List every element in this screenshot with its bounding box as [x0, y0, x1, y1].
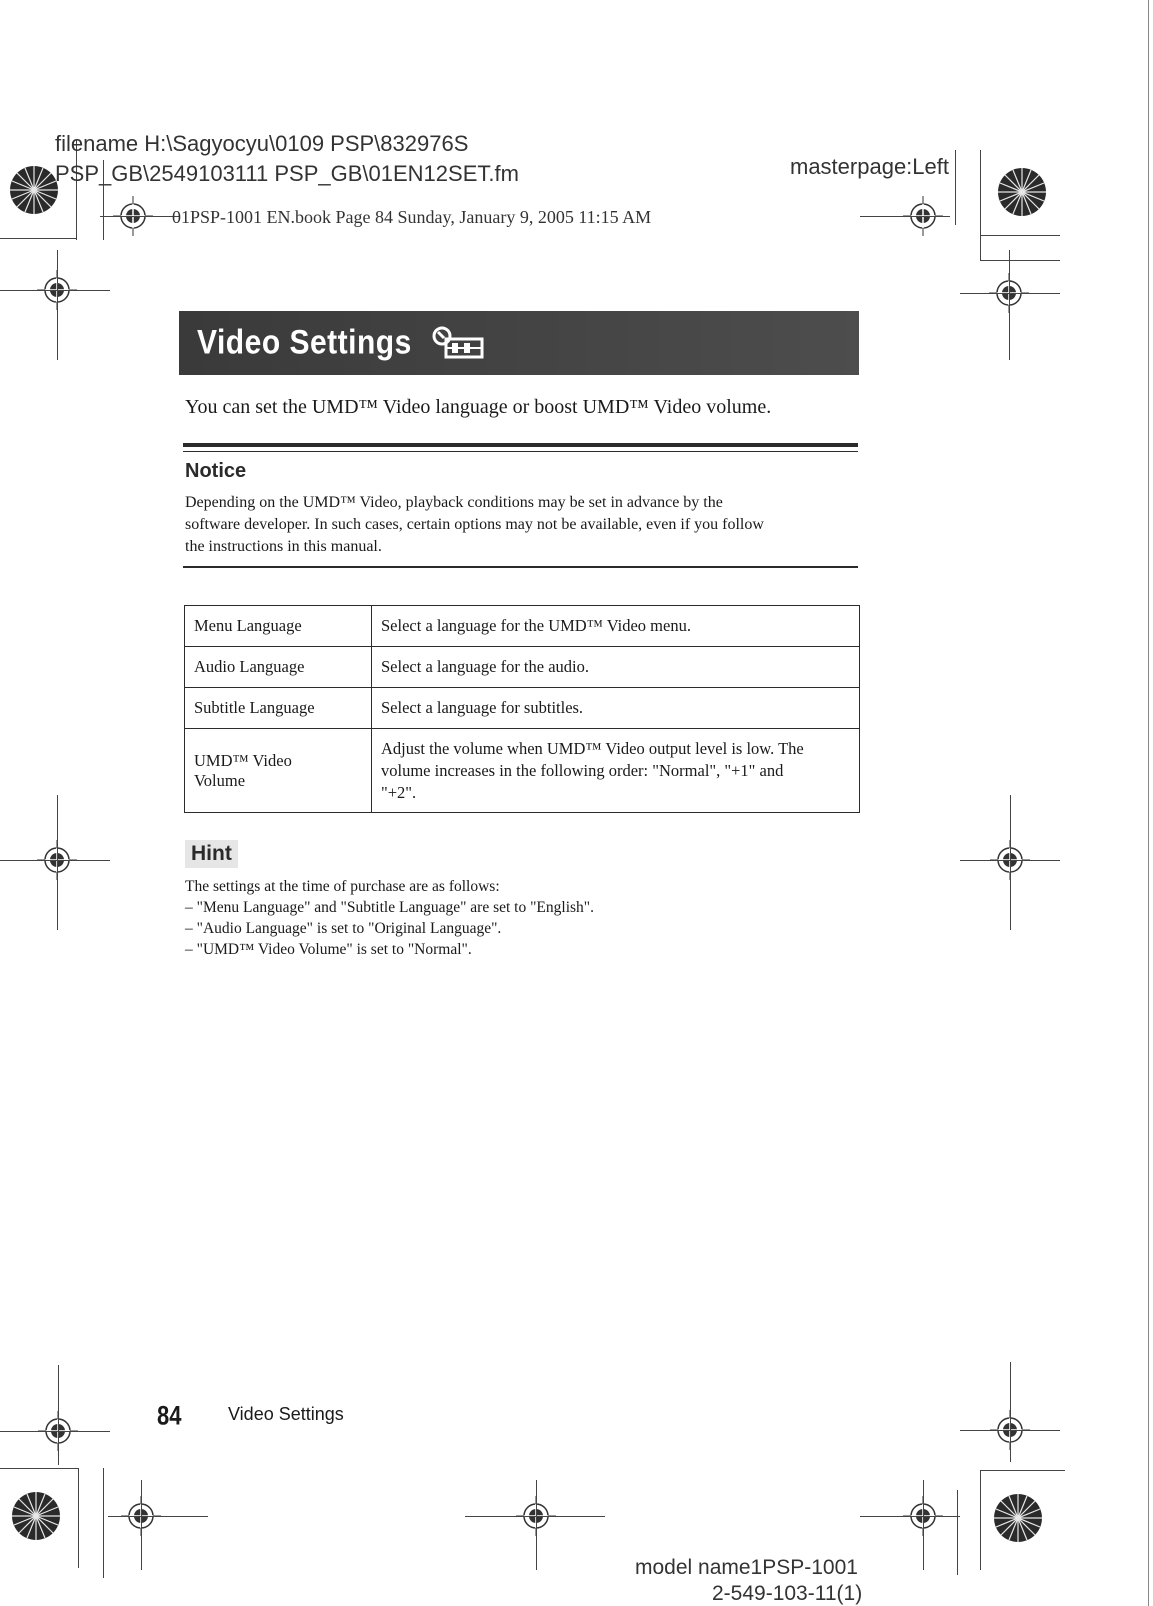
setting-description-line: Adjust the volume when UMD™ Video output level is low. The [381, 738, 804, 758]
hint-line: – "Menu Language" and "Subtitle Language" are set to "English". [185, 899, 595, 916]
notice-rule-top [183, 443, 858, 447]
setting-name-line: UMD™ Video [194, 750, 292, 770]
notice-line: Depending on the UMD™ Video, playback conditions may be set in advance by the [185, 494, 723, 511]
filename-line-2: PSP_GB\2549103111 PSP_GB\01EN12SET.fm [55, 161, 519, 186]
table-row [185, 606, 860, 647]
notice-rule-bottom [183, 566, 858, 568]
notice-rule-top-thin [183, 451, 858, 452]
hint-line: – "Audio Language" is set to "Original Language". [185, 920, 502, 937]
setting-name [185, 729, 372, 813]
notice-line: software developer. In such cases, certain options may not be available, even if you follow [185, 516, 764, 533]
setting-name: Audio Language [185, 647, 372, 688]
registration-star-mark [996, 166, 1048, 218]
page-section-label: Video Settings [228, 1404, 344, 1424]
video-settings-table [184, 605, 860, 813]
setting-name-line: Volume [194, 770, 246, 790]
hint-line: The settings at the time of purchase are as follows: [185, 878, 500, 895]
filename-line-1: filename H:\Sagyocyu\0109 PSP\832976S [55, 131, 469, 156]
section-title-bar [179, 311, 859, 375]
notice-body [185, 492, 857, 558]
intro-text: You can set the UMD™ Video language or boost UMD™ Video volume. [185, 396, 772, 418]
table-row [185, 688, 860, 729]
hint-body [185, 876, 594, 960]
hint-line: – "UMD™ Video Volume" is set to "Normal". [185, 941, 472, 958]
setting-description: Select a language for the audio. [372, 647, 860, 688]
model-name: model name1PSP-1001 [635, 1556, 858, 1579]
setting-description-line: volume increases in the following order: "Normal", "+1" and [381, 760, 784, 780]
setting-description-line: "+2". [381, 782, 417, 802]
setting-name: Subtitle Language [185, 688, 372, 729]
section-title: Video Settings [197, 323, 412, 362]
video-settings-icon [430, 325, 486, 361]
setting-description [372, 729, 860, 813]
hint-heading: Hint [185, 840, 238, 868]
table-row [185, 647, 860, 688]
page-number: 84 [157, 1400, 182, 1431]
table-row [185, 729, 860, 813]
registration-star-mark [8, 164, 60, 216]
registration-star-mark [992, 1492, 1044, 1544]
masterpage-label: masterpage:Left [790, 154, 949, 179]
book-info-line: 01PSP-1001 EN.book Page 84 Sunday, January 9, 2005 11:15 AM [172, 207, 652, 227]
setting-description: Select a language for the UMD™ Video menu. [372, 606, 860, 647]
setting-description: Select a language for subtitles. [372, 688, 860, 729]
setting-name: Menu Language [185, 606, 372, 647]
notice-heading: Notice [185, 460, 247, 482]
registration-star-mark [10, 1490, 62, 1542]
model-code: 2-549-103-11(1) [712, 1582, 863, 1605]
notice-line: the instructions in this manual. [185, 538, 382, 555]
